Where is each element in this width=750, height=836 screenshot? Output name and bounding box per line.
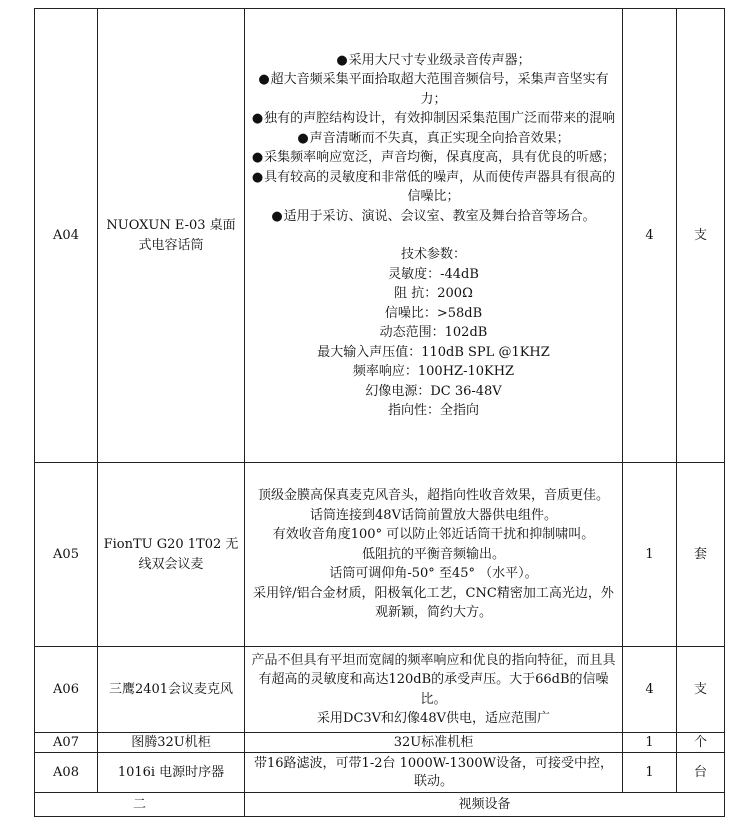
item-description [245, 647, 623, 733]
section-header-row [35, 793, 725, 817]
item-qty: 4 [623, 647, 677, 733]
feature-line: 低阻抗的平衡音频输出。 [361, 546, 505, 562]
item-id: A05 [35, 463, 98, 647]
param-line: 指向性：全指向 [387, 403, 479, 418]
feature-line: 话筒连接到48V话筒前置放大器供电组件。 [310, 507, 557, 523]
feature-line: 话筒可调仰角-50° 至45° （水平）。 [329, 566, 538, 582]
param-line: 阻 抗：200Ω [394, 286, 473, 301]
feature-line: ● 具有较高的灵敏度和非常低的噪声，从而使传声器具有很高的信噪比； [249, 168, 618, 207]
item-description: 32U标准机柜 [245, 733, 623, 753]
feature-line: 产品不但具有平坦而宽阔的频率响应和优良的指向特征，而且具有超高的灵敏度和高达120dB的承受声压。大于66dB的信噪比。 [251, 652, 616, 707]
table-row-a05 [35, 463, 725, 647]
param-line: 信噪比：>58dB [384, 305, 483, 321]
item-qty: 4 [623, 9, 677, 463]
params-title: 技术参数： [400, 247, 466, 262]
item-description: 带16路滤波，可带1-2台 1000W-1300W设备，可接受中控，联动。 [245, 753, 623, 793]
item-name: NUOXUN E-03 桌面式电容话筒 [98, 9, 245, 463]
item-id: A04 [35, 9, 98, 463]
item-id: A07 [35, 733, 98, 753]
item-description [245, 463, 623, 647]
param-line: 幻像电源：DC 36-48V [365, 383, 502, 399]
feature-line: ● 采用大尺寸专业级录音传声器； [249, 51, 618, 71]
feature-line: ● 声音清晰而不失真，真正实现全向拾音效果； [249, 129, 618, 149]
feature-line: ● 适用于采访、演说、会议室、教室及舞台拾音等场合。 [249, 207, 618, 227]
table-row-a04 [35, 9, 725, 463]
item-name: 1016i 电源时序器 [98, 753, 245, 793]
table-row-a08 [35, 753, 725, 793]
item-id: A06 [35, 647, 98, 733]
param-line: 最大输入声压值：110dB SPL @1KHZ [317, 344, 550, 360]
spacer [249, 226, 618, 245]
feature-line: 采用锌/铝合金材质，阳极氧化工艺，CNC精密加工高光边，外观新颖，简约大方。 [253, 585, 614, 621]
table-row-a07 [35, 733, 725, 753]
equipment-table [34, 8, 725, 817]
param-line: 动态范围：102dB [379, 325, 488, 340]
item-unit: 个 [677, 733, 725, 753]
feature-line: 顶级金膜高保真麦克风音头，超指向性收音效果，音质更佳。 [257, 488, 609, 504]
feature-line: ● 采集频率响应宽泛，声音均衡，保真度高，具有优良的听感； [249, 148, 618, 168]
item-qty: 1 [623, 733, 677, 753]
item-unit: 支 [677, 9, 725, 463]
feature-line: 有效收音角度100° 可以防止邻近话筒干扰和抑制啸叫。 [272, 527, 595, 543]
item-unit: 套 [677, 463, 725, 647]
param-line: 频率响应：100HZ-10KHZ [352, 364, 515, 379]
feature-line: 采用DC3V和幻像48V供电，适应范围广 [317, 711, 550, 726]
item-name: 三鹰2401会议麦克风 [98, 647, 245, 733]
item-qty: 1 [623, 753, 677, 793]
feature-line: ● 独有的声腔结构设计，有效抑制因采集范围广泛而带来的混响 [249, 109, 618, 129]
item-unit: 台 [677, 753, 725, 793]
item-id: A08 [35, 753, 98, 793]
section-title: 视频设备 [245, 793, 725, 817]
item-description [245, 9, 623, 463]
item-name: 图腾32U机柜 [98, 733, 245, 753]
item-name: FionTU G20 1T02 无线双会议麦 [98, 463, 245, 647]
param-line: 灵敏度：-44dB [388, 266, 479, 282]
item-qty: 1 [623, 463, 677, 647]
section-number: 二 [35, 793, 245, 817]
spec-sheet [34, 8, 725, 817]
item-unit: 支 [677, 647, 725, 733]
feature-line: ● 超大音频采集平面拾取超大范围音频信号，采集声音坚实有力； [249, 70, 618, 109]
table-row-a06 [35, 647, 725, 733]
